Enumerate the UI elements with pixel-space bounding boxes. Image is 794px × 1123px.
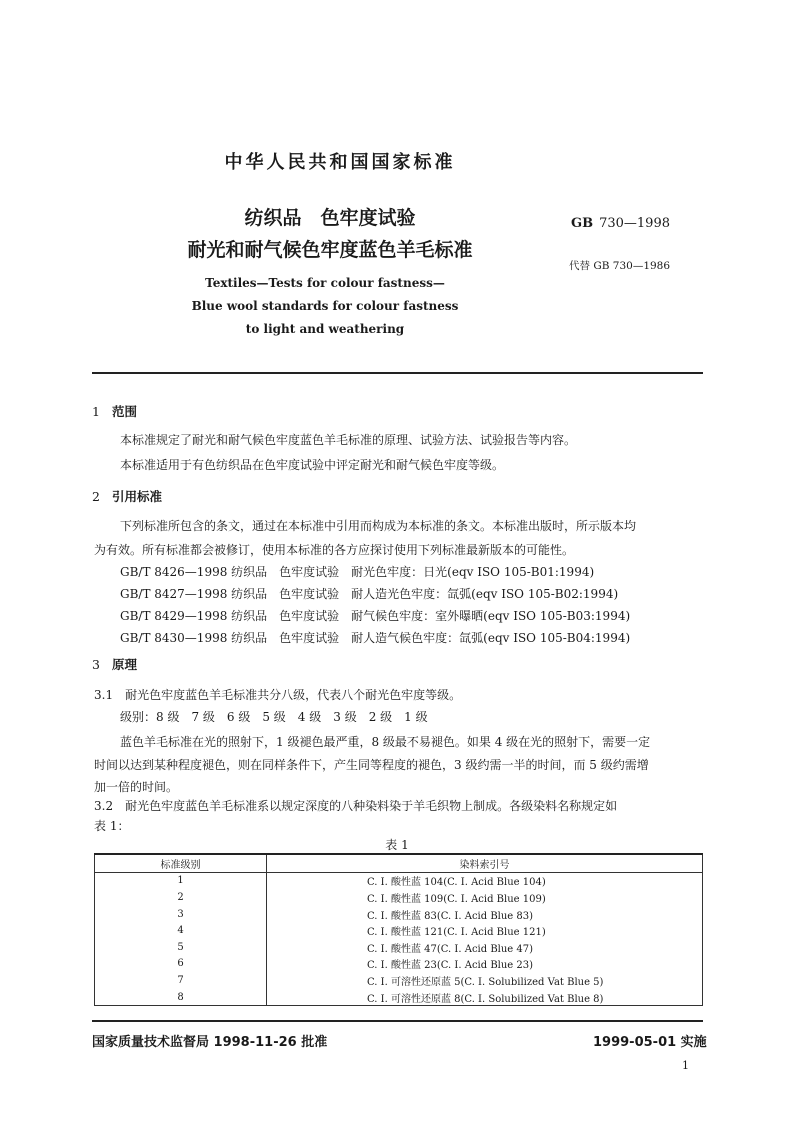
approval-statement: 国家质量技术监督局 1998-11-26 批准	[92, 1035, 328, 1050]
dye-cell: C. I. 酸性蓝 83(C. I. Acid Blue 83)	[267, 906, 703, 923]
grade-levels: 级别：8 级 7 级 6 级 5 级 4 级 3 级 2 级 1 级	[120, 710, 428, 724]
grade-cell: 4	[95, 922, 267, 939]
english-title-line-2: Blue wool standards for colour fastness	[191, 299, 459, 313]
dye-cell: C. I. 可溶性还原蓝 8(C. I. Solubilized Vat Blue 8)	[267, 989, 703, 1006]
table-row	[95, 956, 703, 973]
clause-3-1-paragraph-line-1: 蓝色羊毛标准在光的照射下，1 级褪色最严重，8 级最不易褪色。如果 4 级在光的照射下，需要一定	[120, 735, 651, 749]
clause-3-2-line-1: 3.2 耐光色牢度蓝色羊毛标准系以规定深度的八种染料染于羊毛织物上制成。各级染料名称规定如	[94, 799, 618, 813]
table-row	[95, 872, 703, 889]
reference-standard-4: GB/T 8430—1998 纺织品 色牢度试验 耐人造气候色牢度：氙弧(eqv ISO 105-B04:1994)	[120, 631, 631, 645]
national-standard-heading: 中华人民共和国国家标准	[224, 152, 456, 173]
reference-standard-1: GB/T 8426—1998 纺织品 色牢度试验 耐光色牢度：日光(eqv ISO 105-B01:1994)	[120, 565, 595, 579]
section-1-paragraph-2: 本标准适用于有色纺织品在色牢度试验中评定耐光和耐气候色牢度等级。	[120, 458, 505, 472]
reference-standard-3: GB/T 8429—1998 纺织品 色牢度试验 耐气候色牢度：室外曝晒(eqv ISO 105-B03:1994)	[120, 609, 631, 623]
column-header-grade: 标准级别	[95, 854, 267, 872]
clause-3-2-line-2: 表 1：	[94, 819, 130, 833]
section-2-paragraph-line-1: 下列标准所包含的条文，通过在本标准中引用而构成为本标准的条文。本标准出版时，所示版本均	[120, 519, 637, 533]
section-2-paragraph-line-2: 为有效。所有标准都会被修订，使用本标准的各方应探讨使用下列标准最新版本的可能性。	[94, 543, 575, 557]
table-row	[95, 889, 703, 906]
section-3-heading: 3 原理	[92, 657, 137, 672]
column-header-dye-index: 染料索引号	[267, 854, 703, 872]
standard-code: 730—1998	[599, 216, 670, 231]
grade-cell: 2	[95, 889, 267, 906]
grade-cell: 3	[95, 906, 267, 923]
standard-prefix: GB	[571, 216, 594, 231]
grade-cell: 6	[95, 956, 267, 973]
section-1-heading: 1 范围	[92, 404, 137, 419]
footer-divider	[92, 1020, 703, 1022]
english-title-line-3: to light and weathering	[245, 322, 405, 336]
section-1-paragraph-1: 本标准规定了耐光和耐气候色牢度蓝色羊毛标准的原理、试验方法、试验报告等内容。	[120, 433, 577, 447]
replaces-standard: 代替 GB 730—1986	[569, 260, 671, 272]
grade-cell: 8	[95, 989, 267, 1006]
dye-cell: C. I. 酸性蓝 121(C. I. Acid Blue 121)	[267, 922, 703, 939]
header-divider	[92, 372, 703, 374]
grade-cell: 5	[95, 939, 267, 956]
clause-3-1-paragraph-line-3: 加一倍的时间。	[94, 780, 179, 794]
dye-cell: C. I. 酸性蓝 47(C. I. Acid Blue 47)	[267, 939, 703, 956]
table-header-row	[95, 854, 703, 872]
dye-cell: C. I. 酸性蓝 104(C. I. Acid Blue 104)	[267, 872, 703, 889]
table-row	[95, 906, 703, 923]
grade-cell: 7	[95, 972, 267, 989]
dye-cell: C. I. 酸性蓝 23(C. I. Acid Blue 23)	[267, 956, 703, 973]
clause-3-1-paragraph-line-2: 时间以达到某种程度褪色，则在同样条件下，产生同等程度的褪色，3 级约需一半的时间，而 5 级约需增	[94, 758, 649, 772]
english-title-line-1: Textiles—Tests for colour fastness—	[205, 276, 445, 290]
table-1-caption: 表 1	[385, 838, 409, 852]
dye-cell: C. I. 可溶性还原蓝 5(C. I. Solubilized Vat Blue 5)	[267, 972, 703, 989]
table-row	[95, 922, 703, 939]
implementation-date: 1999-05-01 实施	[593, 1035, 707, 1050]
standard-number	[571, 216, 670, 231]
dye-cell: C. I. 酸性蓝 109(C. I. Acid Blue 109)	[267, 889, 703, 906]
table-row	[95, 989, 703, 1006]
table-1	[94, 853, 703, 1006]
clause-3-1: 3.1 耐光色牢度蓝色羊毛标准共分八级，代表八个耐光色牢度等级。	[94, 688, 462, 702]
section-2-heading: 2 引用标准	[92, 489, 162, 504]
reference-standard-2: GB/T 8427—1998 纺织品 色牢度试验 耐人造光色牢度：氙弧(eqv ISO 105-B02:1994)	[120, 587, 619, 601]
document-title-line-2: 耐光和耐气候色牢度蓝色羊毛标准	[187, 239, 473, 261]
table-row	[95, 939, 703, 956]
table-row	[95, 972, 703, 989]
page-number: 1	[682, 1059, 689, 1072]
grade-cell: 1	[95, 872, 267, 889]
document-title-line-1: 纺织品 色牢度试验	[244, 207, 416, 229]
